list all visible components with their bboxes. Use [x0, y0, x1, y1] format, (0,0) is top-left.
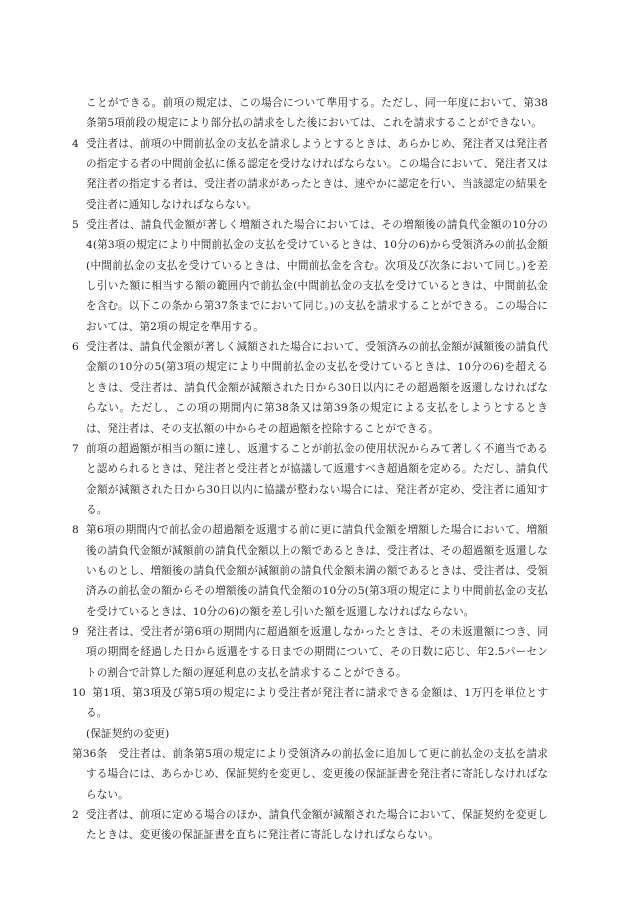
document-page — [72, 93, 548, 846]
article-36 — [72, 744, 548, 805]
paragraph-text: 前項の超過額が相当の額に達し、返還することが前払金の使用状況からみて著しく不適当であると認められるときは、発注者と受注者とが協議して返還すべき超過額を定める。ただし、請負代金額が減額された日から30日以内に協議が整わない場合には、発注者が定め、受注者に通知する。 — [86, 442, 548, 516]
paragraph-number: 6 — [72, 341, 79, 354]
article-36-paragraph-2 — [72, 805, 548, 846]
paragraph-text: 受注者は、前項の中間前払金の支払を請求しようとするときは、あらかじめ、発注者又は発注者の指定する者の中間前金払に係る認定を受けなければならない。この場合において、発注者又は発注者の指定する者は、受注者の請求があったときは、速やかに認定を行い、当該認定の結果を受注者に通知しなければならない。 — [86, 137, 548, 211]
paragraph-9 — [72, 622, 548, 683]
article-text: 受注者は、前条第5項の規定により受領済みの前払金に追加して更に前払金の支払を請求する場合には、あらかじめ、保証契約を変更し、変更後の保証証書を発注者に寄託しなければならない。 — [86, 748, 548, 801]
paragraph-text: 発注者は、受注者が第6項の期間内に超過額を返還しなかったときは、その未返還額につき、同項の期間を経過した日から返還をする日までの期間について、その日数に応じ、年2.5パーセントの割合で計算した額の遅延利息の支払を請求することができる。 — [86, 625, 548, 679]
paragraph-number: 7 — [72, 442, 79, 455]
paragraph-number: 8 — [72, 524, 79, 537]
paragraph-text: 第6項の期間内で前払金の超過額を返還する前に更に請負代金額を増額した場合において、増額後の請負代金額が減額前の請負代金額以上の額であるときは、受注者は、その超過額を返還しないものとし、増額後の請負代金額が減額前の請負代金額未満の額であるときは、受注者は、受領済みの前払金の額からその増額後の請負代金額の10分の5(第3項の規定により中間前払金の支払を受けているときは、10分の6)の額を差し引いた額を返還しなければならない。 — [86, 524, 548, 618]
paragraph-10 — [72, 683, 548, 724]
paragraph-4 — [72, 134, 548, 215]
paragraph-text: 受注者は、請負代金額が著しく増額された場合においては、その増額後の請負代金額の10分の4(第3項の規定により中間前払金の支払を受けているときは、10分の6)から受領済みの前払金額(中間前払金の支払を受けているときは、中間前払金を含む。次項及び次条において同じ。)を差し引いた額に相当する額の範囲内で前払金(中間前払金の支払を受けているときは、中間前払金を含む。以下この条から第37条までにおいて同じ。)の支払を請求することができる。この場合においては、第2項の規定を準用する。 — [86, 219, 548, 333]
paragraph-text: 受注者は、前項に定める場合のほか、請負代金額が減額された場合において、保証契約を変更したときは、変更後の保証証書を直ちに発注者に寄託しなければならない。 — [86, 809, 548, 842]
paragraph-7 — [72, 439, 548, 520]
paragraph-number: 5 — [72, 219, 79, 232]
paragraph-text: 受注者は、請負代金額が著しく減額された場合において、受領済みの前払金額が減額後の請負代金額の10分の5(第3項の規定により中間前払金の支払を受けているときは、10分の6)を超えるときは、受注者は、請負代金額が減額された日から30日以内にその超過額を返還しなければならない。ただし、この項の期間内に第38条又は第39条の規定による支払をしようとするときは、発注者は、その支払額の中からその超過額を控除することができる。 — [86, 341, 548, 435]
article-caption: (保証契約の変更) — [86, 727, 170, 740]
paragraph-6 — [72, 337, 548, 439]
paragraph-text: 第1項、第3項及び第5項の規定により受注者が発注者に請求できる金額は、1万円を単位とする。 — [86, 686, 548, 720]
paragraph-5 — [72, 215, 548, 337]
paragraph-8 — [72, 520, 548, 622]
paragraph-number: 9 — [72, 625, 79, 638]
paragraph-text: ことができる。前項の規定は、この場合について準用する。ただし、同一年度において、第38条第5項前段の規定により部分払の請求をした後においては、これを請求することができない。 — [86, 97, 548, 130]
paragraph-number: 2 — [72, 809, 79, 822]
paragraph-number: 4 — [72, 137, 79, 150]
paragraph-3-continuation — [72, 93, 548, 134]
article-label: 第36条 — [72, 748, 108, 760]
paragraph-number: 10 — [72, 686, 86, 699]
